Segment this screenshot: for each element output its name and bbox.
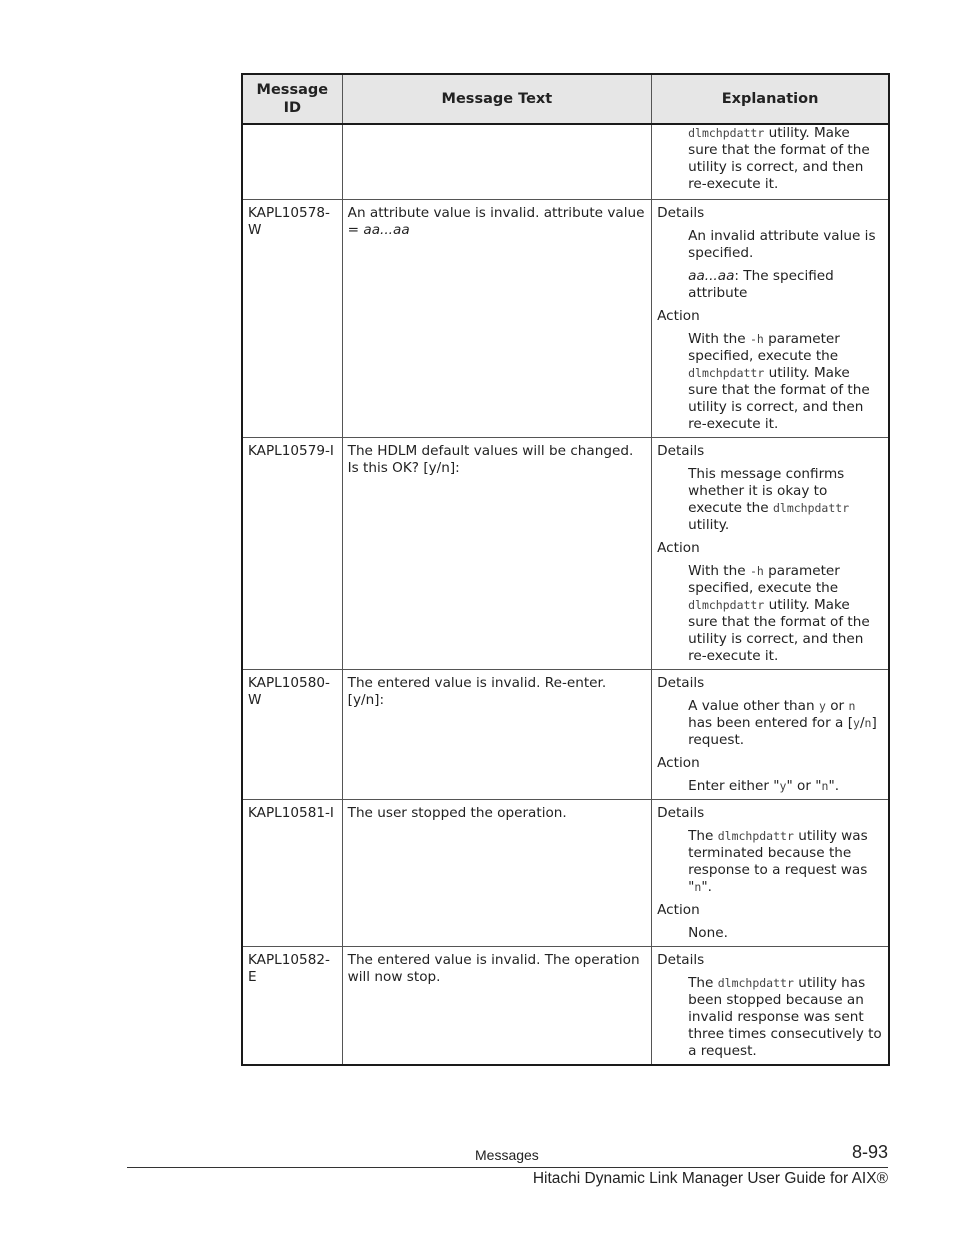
explanation [652,437,889,669]
action-text: None. [688,924,728,941]
details-label: Details [657,804,705,821]
guide-title: Hitachi Dynamic Link Manager User Guide for AIX® [532,1170,888,1187]
details-label: Details [657,442,705,459]
action-text: With the -h parameter specified, execute the dlmchpdattr utility. Make sure that the format of the utility is correct, and then re-execute it. [688,330,870,432]
table-row-continuation [242,124,889,199]
table-row [242,437,889,669]
header-message-id: Message ID [242,74,342,124]
table-row [242,799,889,946]
message-id: KAPL10579-I [242,437,342,669]
message-text: An attribute value is invalid. attribute value = aa...aa [342,199,651,437]
action-label: Action [657,901,700,918]
message-id: KAPL10578-W [242,199,342,437]
cell-text [342,124,651,199]
message-id: KAPL10580-W [242,669,342,799]
action-label: Action [657,307,700,324]
message-text: The user stopped the operation. [342,799,651,946]
explanation [652,199,889,437]
explanation [652,799,889,946]
details-label: Details [657,951,705,968]
placeholder-value: aa...aa [363,221,410,238]
message-text: The entered value is invalid. The operation will now stop. [342,946,651,1065]
details-text: A value other than y or n has been entered for a [y/n] request. [688,697,877,748]
table-row [242,199,889,437]
message-text: The HDLM default values will be changed. Is this OK? [y/n]: [342,437,651,669]
details-text: This message confirms whether it is okay to execute the dlmchpdattr utility. [688,465,850,533]
cell-id [242,124,342,199]
table-row [242,669,889,799]
table-row [242,946,889,1065]
action-text: With the -h parameter specified, execute the dlmchpdattr utility. Make sure that the format of the utility is correct, and then re-execute it. [688,562,870,664]
table-header-row [242,74,889,124]
details-text: An invalid attribute value is specified. [688,227,876,261]
action-label: Action [657,539,700,556]
explanation [652,669,889,799]
command-name: dlmchpdattr [688,126,765,140]
footer-section-title: Messages [475,1147,539,1163]
details-label: Details [657,674,705,691]
cell-explanation [652,124,889,199]
header-message-text: Message Text [342,74,651,124]
details-text: aa...aa: The specified attribute [688,267,834,301]
action-text: Enter either "y" or "n". [688,777,840,794]
explanation-text: dlmchpdattr utility. Make sure that the format of the utility is correct, and then re-execute it. [688,125,870,192]
message-text: The entered value is invalid. Re-enter. [y/n]: [342,669,651,799]
details-label: Details [657,204,705,221]
action-label: Action [657,754,700,771]
footer-divider [127,1167,888,1168]
explanation [652,946,889,1065]
details-text: The dlmchpdattr utility was terminated because the response to a request was "n". [688,827,868,895]
details-text: The dlmchpdattr utility has been stopped because an invalid response was sent three times consecutively to a request. [688,974,882,1059]
message-table [241,73,890,1066]
message-id: KAPL10582-E [242,946,342,1065]
message-id: KAPL10581-I [242,799,342,946]
header-explanation: Explanation [652,74,889,124]
page-number: 8-93 [851,1142,888,1162]
